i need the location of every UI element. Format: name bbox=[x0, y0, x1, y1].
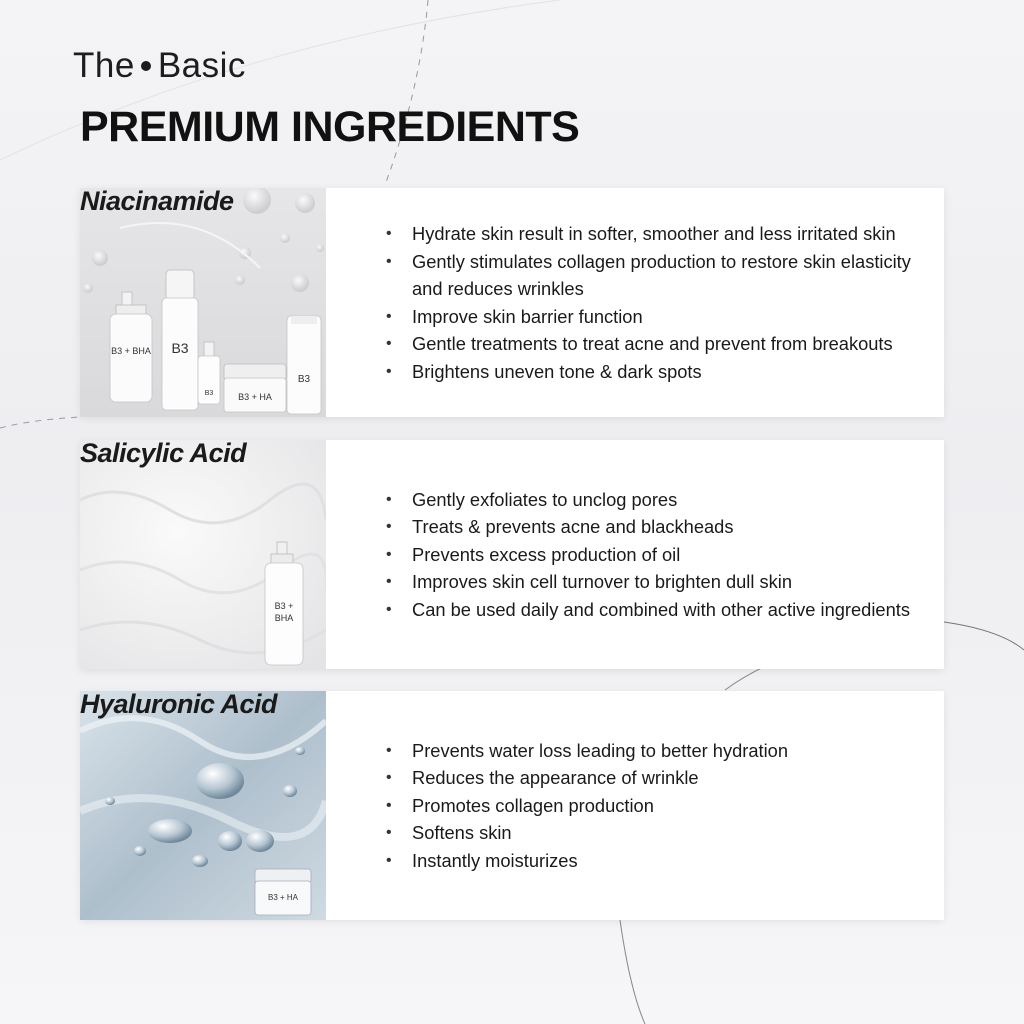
benefit-item: • Gently stimulates collagen production to restore skin elasticity and reduces wrinkles bbox=[386, 248, 924, 303]
benefit-list bbox=[326, 440, 944, 669]
benefit-item: • Gentle treatments to treat acne and prevent from breakouts bbox=[386, 330, 924, 358]
product-label: B3 + BHA bbox=[111, 346, 151, 356]
page-title: PREMIUM INGREDIENTS bbox=[80, 103, 580, 151]
brand-dot-icon bbox=[141, 61, 151, 71]
benefit-item: • Reduces the appearance of wrinkle bbox=[386, 764, 924, 792]
benefit-item: • Prevents excess production of oil bbox=[386, 541, 924, 569]
benefit-item: • Hydrate skin result in softer, smoother and less irritated skin bbox=[386, 220, 924, 248]
product-label: B3 + HA bbox=[267, 893, 298, 902]
ingredient-name: Salicylic Acid bbox=[80, 440, 247, 468]
ingredient-image-niacinamide bbox=[80, 188, 326, 417]
ingredient-card-niacinamide bbox=[80, 188, 944, 417]
ingredient-name: Niacinamide bbox=[80, 188, 234, 216]
product-label: B3 + BHA bbox=[274, 601, 294, 623]
product-label: B3 bbox=[297, 374, 311, 385]
benefit-list bbox=[326, 691, 944, 920]
product-label: B3 + HA bbox=[238, 392, 272, 402]
ingredient-card-hyaluronic-acid bbox=[80, 691, 944, 920]
brand-logo bbox=[73, 46, 246, 86]
benefit-item: • Brightens uneven tone & dark spots bbox=[386, 358, 924, 386]
ingredient-image-salicylic-acid bbox=[80, 440, 326, 669]
brand-name-part1: The bbox=[73, 46, 135, 85]
ingredient-image-hyaluronic-acid bbox=[80, 691, 326, 920]
benefit-item: • Improve skin barrier function bbox=[386, 303, 924, 331]
ingredient-card-salicylic-acid bbox=[80, 440, 944, 669]
benefit-list bbox=[326, 188, 944, 417]
benefit-item: • Prevents water loss leading to better hydration bbox=[386, 737, 924, 765]
ingredient-name: Hyaluronic Acid bbox=[80, 691, 278, 719]
benefit-item: • Promotes collagen production bbox=[386, 792, 924, 820]
benefit-item: • Gently exfoliates to unclog pores bbox=[386, 486, 924, 514]
benefit-item: • Instantly moisturizes bbox=[386, 847, 924, 875]
benefit-item: • Treats & prevents acne and blackheads bbox=[386, 513, 924, 541]
brand-name-part2: Basic bbox=[157, 46, 246, 85]
product-label: B3 bbox=[204, 390, 214, 397]
product-label: B3 bbox=[171, 340, 189, 356]
benefit-item: • Softens skin bbox=[386, 819, 924, 847]
benefit-item: • Improves skin cell turnover to brighten dull skin bbox=[386, 568, 924, 596]
benefit-item: • Can be used daily and combined with other active ingredients bbox=[386, 596, 924, 624]
